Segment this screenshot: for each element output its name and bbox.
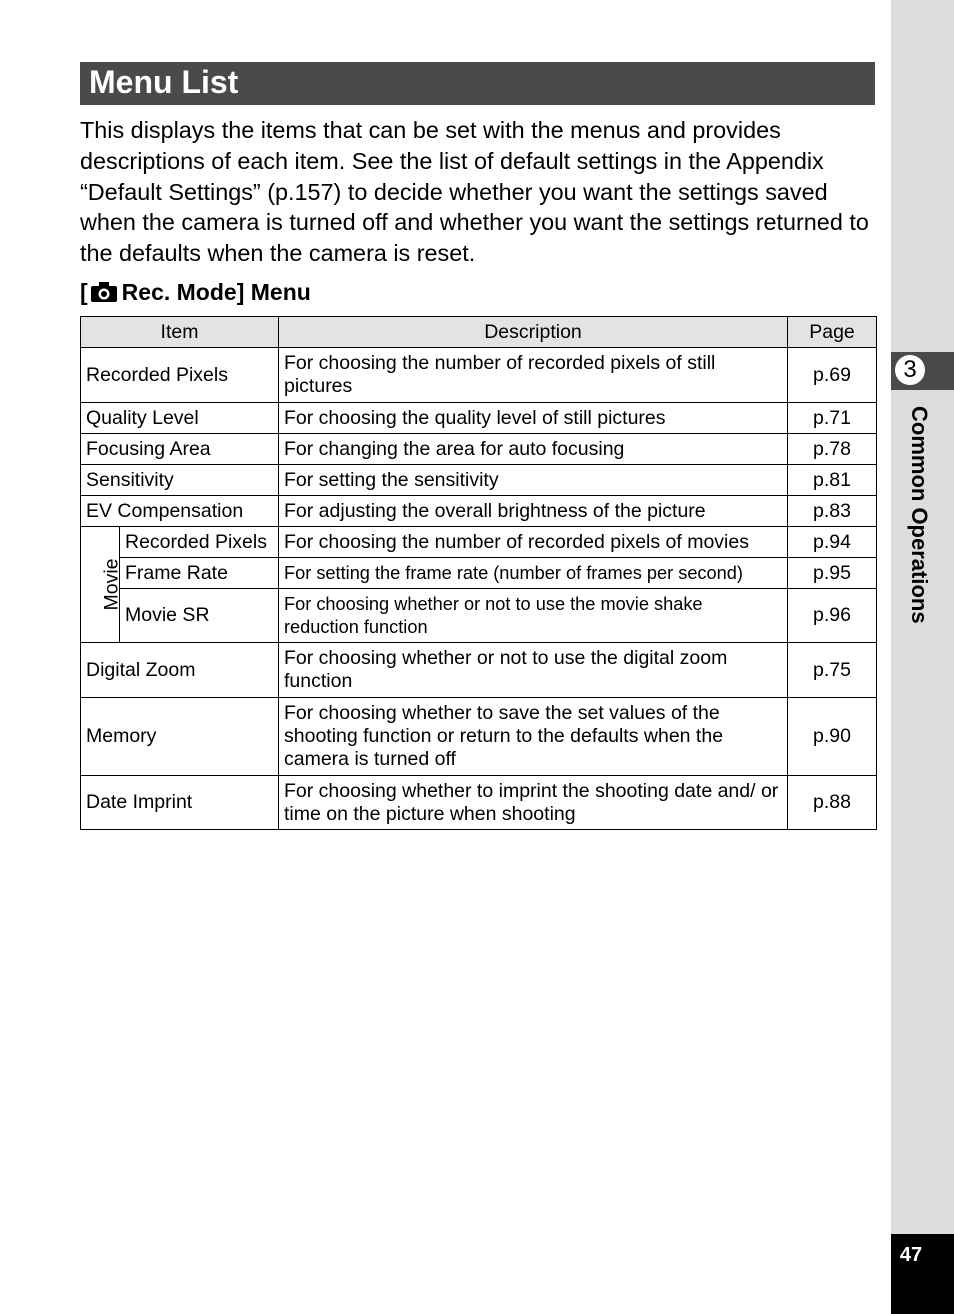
page-title: Menu List xyxy=(80,62,875,105)
row-item: EV Compensation xyxy=(81,496,279,527)
row-description: For setting the frame rate (number of frames per second) xyxy=(279,558,788,589)
chapter-title-text: Common Operations xyxy=(907,406,932,624)
row-page: p.95 xyxy=(788,558,877,589)
row-item: Recorded Pixels xyxy=(81,348,279,403)
row-item: Quality Level xyxy=(81,403,279,434)
row-page: p.83 xyxy=(788,496,877,527)
row-page: p.94 xyxy=(788,527,877,558)
table-row xyxy=(81,558,877,589)
row-page: p.78 xyxy=(788,434,877,465)
row-description: For adjusting the overall brightness of the picture xyxy=(279,496,788,527)
row-page: p.75 xyxy=(788,643,877,698)
section-heading-prefix: [ xyxy=(80,279,88,305)
row-description: For setting the sensitivity xyxy=(279,465,788,496)
row-page: p.69 xyxy=(788,348,877,403)
page-number: 47 xyxy=(899,1244,923,1266)
row-description: For choosing whether to imprint the shooting date and/ or time on the picture when shooting xyxy=(279,776,788,830)
table-row xyxy=(81,403,877,434)
chapter-sidebar xyxy=(891,0,954,1314)
row-description: For choosing whether or not to use the digital zoom function xyxy=(279,643,788,698)
header-page: Page xyxy=(788,317,877,348)
row-description: For choosing whether or not to use the movie shake reduction function xyxy=(279,589,788,643)
rec-mode-menu-table xyxy=(80,316,877,830)
header-item: Item xyxy=(81,317,279,348)
table-row xyxy=(81,348,877,403)
movie-group-label-text: Movie xyxy=(100,558,123,611)
table-header-row xyxy=(81,317,877,348)
row-page: p.90 xyxy=(788,698,877,776)
row-page: p.88 xyxy=(788,776,877,830)
row-page: p.81 xyxy=(788,465,877,496)
chapter-number: 3 xyxy=(894,354,926,386)
row-item: Date Imprint xyxy=(81,776,279,830)
row-item: Focusing Area xyxy=(81,434,279,465)
section-heading xyxy=(80,278,311,306)
row-description: For choosing the quality level of still pictures xyxy=(279,403,788,434)
row-item: Memory xyxy=(81,698,279,776)
camera-icon xyxy=(90,281,118,303)
table-row xyxy=(81,643,877,698)
row-item: Recorded Pixels xyxy=(120,527,279,558)
header-description: Description xyxy=(279,317,788,348)
table-row xyxy=(81,434,877,465)
table-row xyxy=(81,465,877,496)
row-item: Movie SR xyxy=(120,589,279,643)
table-row xyxy=(81,776,877,830)
row-item: Frame Rate xyxy=(120,558,279,589)
table-row xyxy=(81,698,877,776)
row-item: Digital Zoom xyxy=(81,643,279,698)
movie-group-label xyxy=(81,527,123,643)
table-row xyxy=(81,527,877,558)
chapter-title xyxy=(902,406,940,656)
section-heading-label: Rec. Mode] Menu xyxy=(121,279,311,305)
row-item: Sensitivity xyxy=(81,465,279,496)
row-description: For choosing the number of recorded pixels of movies xyxy=(279,527,788,558)
row-description: For changing the area for auto focusing xyxy=(279,434,788,465)
row-description: For choosing the number of recorded pixels of still pictures xyxy=(279,348,788,403)
row-page: p.71 xyxy=(788,403,877,434)
table-row xyxy=(81,589,877,643)
intro-paragraph: This displays the items that can be set with the menus and provides descriptions of each item. See the list of default settings in the Appendix “Default Settings” (p.157) to decide whether you want the settings saved when the camera is turned off and whether you want the settings returned to the defaults when the camera is reset. xyxy=(80,117,869,267)
row-page: p.96 xyxy=(788,589,877,643)
table-row xyxy=(81,496,877,527)
row-description: For choosing whether to save the set values of the shooting function or return to the defaults when the camera is turned off xyxy=(279,698,788,776)
